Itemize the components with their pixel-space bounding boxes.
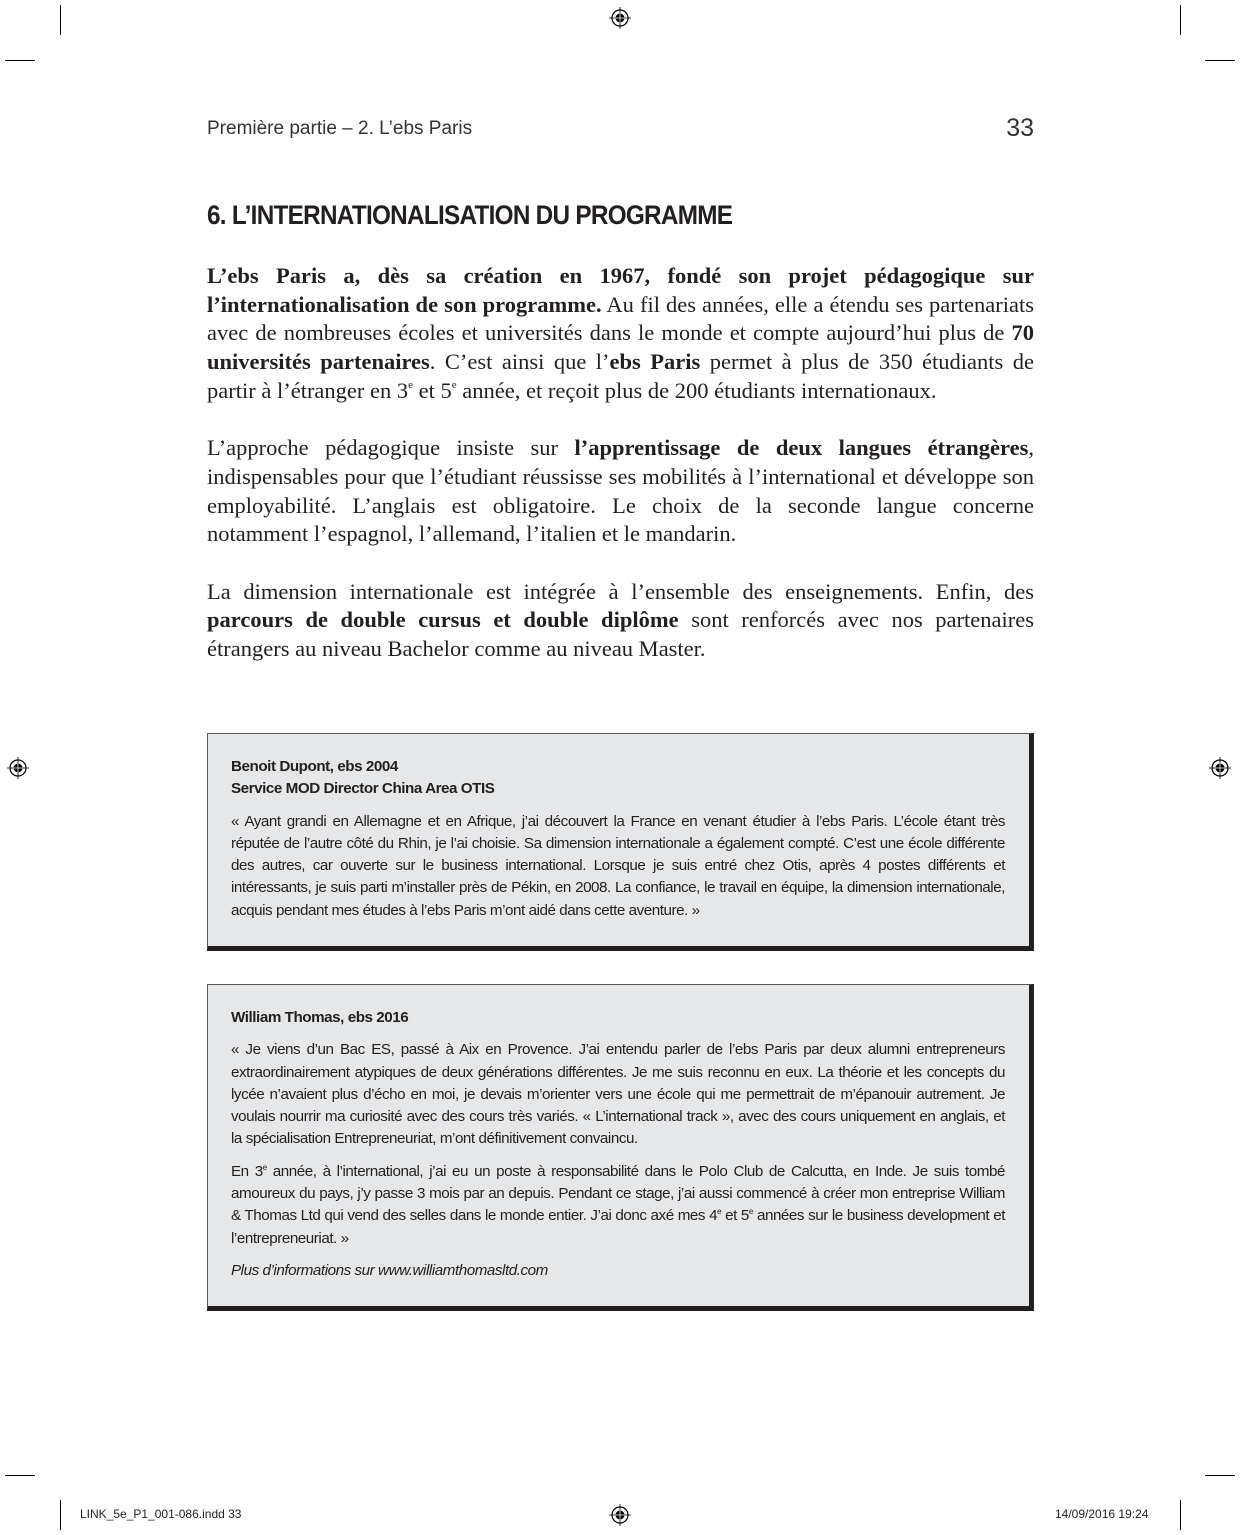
paragraph [231,1039,1005,1150]
text-run: En 3 [231,1162,263,1180]
body-text [207,262,1034,693]
registration-mark-icon [1209,757,1231,779]
superscript: e [451,378,457,391]
text-run: sont renforcés avec nos partenaires étrangers au niveau Bachelor comme au niveau Master. [207,607,1034,662]
testimonial-content [208,734,1029,946]
bold-text: parcours de double cursus et double diplôme [207,607,679,633]
text-run: et 5 [413,377,452,403]
crop-mark [60,5,61,35]
section-heading: 6. L’INTERNATIONALISATION DU PROGRAMME [207,200,733,230]
footer-file: LINK_5e_P1_001-086.indd 33 [80,1507,242,1521]
superscript: e [262,1162,267,1172]
crop-mark [1205,1475,1235,1476]
paragraph [207,578,1034,664]
bold-text: 70 universités partenaires [207,320,1034,375]
running-head-section: Première partie – 2. L’ebs Paris [207,118,473,139]
text-run: « Je viens d’un Bac ES, passé à Aix en Provence. J’ai entendu parler de l’ebs Paris par deux alumni entrepreneurs extraordinairement atypiques de deux générations différentes. Je me suis reconnu en eux. La théorie et les concepts du lycée n’avaient plus d’écho en moi, je devais m’orienter vers une école qui me permettrait de m’épanouir autrement. Je voulais nourrir ma curiosité avec des cours très variés. « L’international track », avec des cours uniquement en anglais, et la spécialisation Entrepreneuriat, m’ont définitivement convaincu. [231,1041,1005,1148]
italic-text: Plus d’informations sur www.williamthomasltd.com [231,1261,548,1279]
text-run: , indispensables pour que l’étudiant réussisse ses mobilités à l’international et développe son employabilité. L’anglais est obligatoire. Le choix de la seconde langue concerne notamment l’espagnol, l’allemand, l’italien et le mandarin. [207,435,1034,547]
footer-datetime: 14/09/2016 19:24 [1055,1507,1149,1521]
text-run: année, et reçoit plus de 200 étudiants internationaux. [456,377,937,403]
paragraph [231,811,1005,922]
text-run: année, à l’international, j’ai eu un poste à responsabilité dans le Polo Club de Calcutta, en Inde. Je suis tombé amoureux du pays, j’y passe 3 mois par an depuis. Pendant ce stage, j’ai aussi commencé à créer mon entreprise William & Thomas Ltd qui vend des selles dans le monde entier. J’ai donc axé mes 4 [231,1162,1005,1225]
running-head [207,114,1034,142]
superscript: e [748,1207,753,1217]
testimonial-box [207,984,1034,1311]
text-run: Au fil des années, elle a étendu ses partenariats avec de nombreuses écoles et universités dans le monde et compte aujourd’hui plus de [207,291,1034,346]
registration-mark-icon [609,1504,631,1526]
crop-mark [5,1475,35,1476]
paragraph [231,1161,1005,1250]
bold-text: L’ebs Paris a, dès sa création en 1967, fondé son projet pédagogique sur l’internationalisation de son programme. [207,263,1034,317]
bold-text: ebs Paris [609,349,701,375]
registration-mark-icon [7,757,29,779]
superscript: e [717,1207,722,1217]
page-number: 33 [1006,114,1034,142]
superscript: e [408,378,414,391]
registration-mark-icon [609,7,631,29]
testimonial-role: Service MOD Director China Area OTIS [231,780,495,798]
testimonial-box [207,733,1034,951]
bold-text: l’apprentissage de deux langues étrangères [574,435,1029,461]
paragraph [207,434,1034,549]
crop-mark [1205,60,1235,61]
text-run: années sur le business development et l’entrepreneuriat. » [231,1207,1005,1247]
text-run: La dimension internationale est intégrée à l’ensemble des enseignements. Enfin, des [207,578,1034,604]
testimonial-name: William Thomas, ebs 2016 [231,1009,409,1026]
text-run: L’approche pédagogique insiste sur [207,435,575,461]
testimonial-name: Benoit Dupont, ebs 2004 [231,758,398,775]
testimonial-content [208,985,1029,1306]
text-run: « Ayant grandi en Allemagne et en Afrique, j’ai découvert la France en venant étudier à l’ebs Paris. L’école étant très réputée de l’autre côté du Rhin, je l’ai choisie. Sa dimension internationale a également compté. C’est une école différente des autres, car ouverte sur le business international. Lorsque je suis entré chez Otis, après 4 postes différents et intéressants, je suis parti m’installer près de Pékin, en 2008. La confiance, le travail en équipe, la dimension internationale, acquis pendant mes études à l’ebs Paris m’ont aidé dans cette aventure. » [231,812,1005,919]
text-run: . C’est ainsi que l’ [429,349,610,375]
crop-mark [5,60,35,61]
crop-mark [1180,1500,1181,1530]
text-run: permet à plus de 350 étudiants de partir à l’étranger en 3 [207,349,1034,403]
paragraph [231,1260,1005,1282]
paragraph [207,262,1034,406]
text-run: et 5 [721,1207,749,1225]
crop-mark [1180,5,1181,35]
crop-mark [60,1500,61,1530]
